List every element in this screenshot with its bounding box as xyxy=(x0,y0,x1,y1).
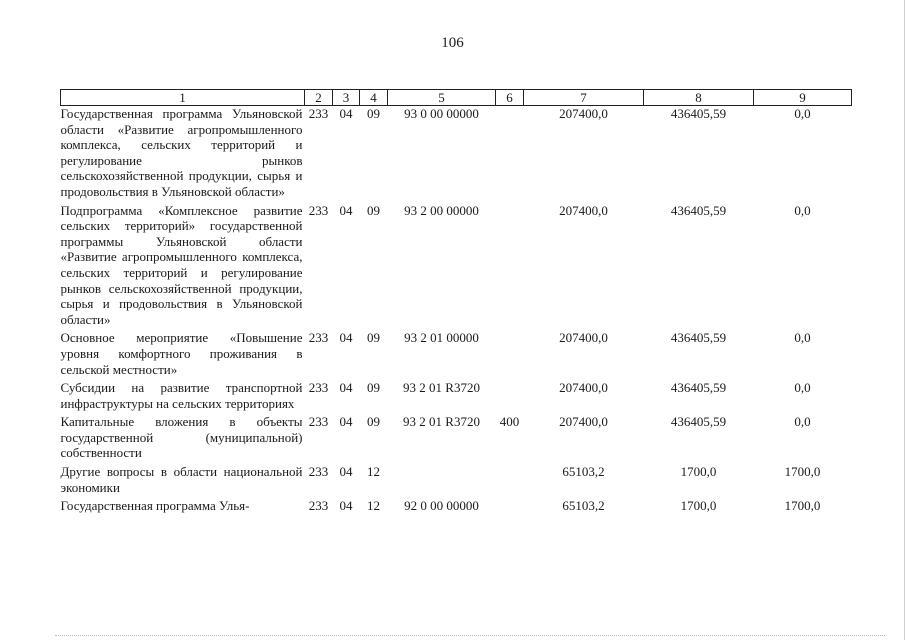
table-row xyxy=(61,106,852,200)
col7-cell: 207400,0 xyxy=(559,106,608,121)
header-cell: 2 xyxy=(305,90,333,106)
col5-cell: 92 0 00 00000 xyxy=(404,498,479,514)
col9-cell: 0,0 xyxy=(794,414,811,430)
col6-cell: 400 xyxy=(499,414,520,430)
col7-cell: 65103,2 xyxy=(562,464,605,480)
page-number: 106 xyxy=(441,35,464,51)
row-name: Государственная программа Ульяновской области «Развитие агропромышленного комплекса, сельских территорий и регулирование рынков сельскохозяйственной продукции, сырья и продовольствия в Ульяновской области» xyxy=(60,106,303,199)
col6-cell xyxy=(496,464,524,495)
col4-cell: 12 xyxy=(367,464,380,480)
row-name: Подпрограмма «Комплексное развитие сельских территорий» государственной программы Ульяновской области «Развитие агропромышленного комплекса, сельских территорий и регулирование рынков сельскохозяйственной продукции, сырья и продовольствия в Ульяновской области» xyxy=(60,202,303,327)
col2-cell: 233 xyxy=(308,498,329,514)
header-cell: 1 xyxy=(61,90,305,106)
col8-cell: 436405,59 xyxy=(670,414,727,430)
scan-noise xyxy=(55,635,885,637)
col3-cell: 04 xyxy=(339,330,353,346)
col4-cell: 09 xyxy=(367,414,380,430)
col4-cell: 09 xyxy=(367,106,380,121)
header-cell: 9 xyxy=(754,90,852,106)
col8-cell: 436405,59 xyxy=(670,380,727,396)
col5-cell: 93 2 01 R3720 xyxy=(403,414,480,430)
col6-cell xyxy=(496,106,524,200)
col8-cell: 1700,0 xyxy=(680,498,717,514)
row-name: Государственная программа Улья- xyxy=(60,498,250,514)
col9-cell: 0,0 xyxy=(794,106,811,121)
header-cell: 6 xyxy=(496,90,524,106)
table-row xyxy=(61,380,852,411)
col6-cell xyxy=(496,380,524,411)
col7-cell: 207400,0 xyxy=(559,202,608,218)
table-row xyxy=(61,203,852,328)
col2-cell: 233 xyxy=(308,464,329,480)
row-name: Другие вопросы в области национальной экономики xyxy=(60,464,303,495)
col5-cell xyxy=(388,464,496,495)
col9-cell: 0,0 xyxy=(794,330,811,346)
header-cell: 7 xyxy=(524,90,644,106)
col8-cell: 436405,59 xyxy=(670,106,727,121)
header-cell: 5 xyxy=(388,90,496,106)
col3-cell: 04 xyxy=(339,464,353,480)
col2-cell: 233 xyxy=(308,414,329,430)
col4-cell: 09 xyxy=(367,380,380,396)
col3-cell: 04 xyxy=(339,106,353,121)
col6-cell xyxy=(496,330,524,377)
col8-cell: 1700,0 xyxy=(680,464,717,480)
row-name: Субсидии на развитие транспортной инфраструктуры на сельских территориях xyxy=(60,380,303,411)
col6-cell xyxy=(496,203,524,328)
col9-cell: 0,0 xyxy=(794,380,811,396)
row-name: Капитальные вложения в объекты государственной (муниципальной) собственности xyxy=(60,414,303,461)
col7-cell: 207400,0 xyxy=(559,380,608,396)
col2-cell: 233 xyxy=(308,202,329,218)
header-row xyxy=(61,90,852,106)
table-row xyxy=(61,464,852,495)
header-cell: 3 xyxy=(333,90,360,106)
table-row xyxy=(61,498,852,514)
row-name: Основное мероприятие «Повышение уровня комфортного проживания в сельской местности» xyxy=(60,330,303,377)
col3-cell: 04 xyxy=(339,414,353,430)
col5-cell: 93 2 01 R3720 xyxy=(403,380,480,396)
table-row xyxy=(61,330,852,377)
col3-cell: 04 xyxy=(339,202,353,218)
col2-cell: 233 xyxy=(308,330,329,346)
col5-cell: 93 2 00 00000 xyxy=(404,202,479,218)
col8-cell: 436405,59 xyxy=(670,202,727,218)
col4-cell: 09 xyxy=(367,330,380,346)
col4-cell: 12 xyxy=(367,498,380,514)
table-row xyxy=(61,414,852,461)
col9-cell: 1700,0 xyxy=(784,498,821,514)
col2-cell: 233 xyxy=(308,106,329,121)
col4-cell: 09 xyxy=(367,202,380,218)
col2-cell: 233 xyxy=(308,380,329,396)
col3-cell: 04 xyxy=(339,498,353,514)
col3-cell: 04 xyxy=(339,380,353,396)
col5-cell: 93 0 00 00000 xyxy=(404,106,479,121)
col9-cell: 0,0 xyxy=(794,202,811,218)
col7-cell: 207400,0 xyxy=(559,330,608,346)
col8-cell: 436405,59 xyxy=(670,330,727,346)
header-cell: 4 xyxy=(360,90,388,106)
col5-cell: 93 2 01 00000 xyxy=(404,330,479,346)
col7-cell: 207400,0 xyxy=(559,414,608,430)
col9-cell: 1700,0 xyxy=(784,464,821,480)
col7-cell: 65103,2 xyxy=(562,498,605,514)
col6-cell xyxy=(496,498,524,514)
header-cell: 8 xyxy=(644,90,754,106)
budget-table xyxy=(60,89,852,514)
